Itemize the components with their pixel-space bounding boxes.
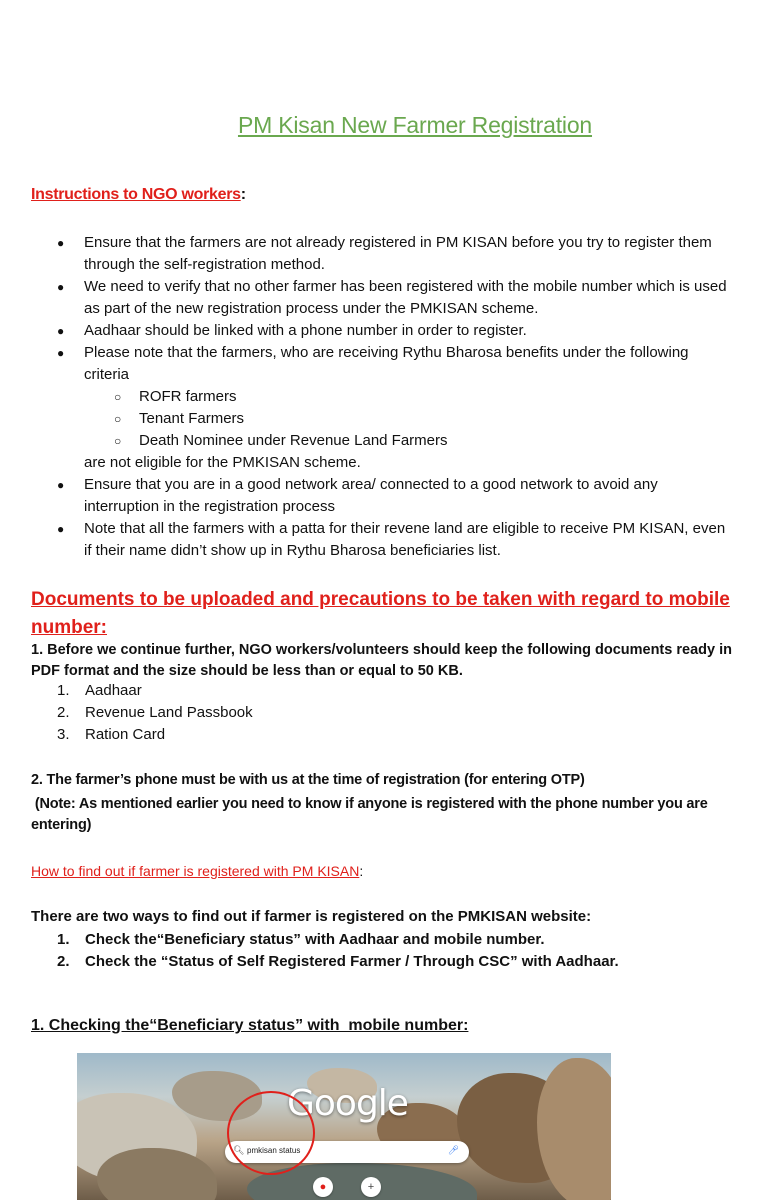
list-number: 1. xyxy=(57,682,70,699)
list-item: ● Ensure that the farmers are not already registered in PM KISAN before you try to register them through the self-registration method. xyxy=(31,232,731,276)
criteria-conclusion: are not eligible for the PMKISAN scheme. xyxy=(84,454,361,471)
find-out-heading-colon: : xyxy=(359,863,364,879)
find-out-list xyxy=(31,929,619,973)
list-text: Ration Card xyxy=(85,726,166,743)
list-text: Check the “Status of Self Registered Farmer / Through CSC” with Aadhaar. xyxy=(85,953,619,970)
sublist-item: ○ ROFR farmers xyxy=(84,386,731,408)
google-logo: Google xyxy=(287,1083,408,1124)
list-text: Aadhaar xyxy=(85,682,142,699)
section-1-heading: 1. Checking the“Beneficiary status” with mobile number: xyxy=(31,1017,469,1034)
instructions-heading xyxy=(31,186,246,204)
list-item xyxy=(31,724,253,746)
documents-list xyxy=(31,680,253,746)
list-number: 2. xyxy=(57,953,70,970)
list-text: Revenue Land Passbook xyxy=(85,704,253,721)
sublist-item: ○ Death Nominee under Revenue Land Farmers xyxy=(84,430,731,452)
shortcut-icon: ● xyxy=(319,1181,327,1193)
documents-heading: Documents to be uploaded and precautions to be taken with regard to mobile number: xyxy=(31,589,730,638)
list-item: ● Aadhaar should be linked with a phone number in order to register. xyxy=(31,320,731,342)
instructions-heading-text: Instructions to NGO workers xyxy=(31,186,241,203)
find-out-heading-text: How to find out if farmer is registered with PM KISAN xyxy=(31,863,360,879)
instructions-heading-colon: : xyxy=(240,186,246,203)
sublist-item: ○ Tenant Farmers xyxy=(84,408,731,430)
list-item xyxy=(31,951,619,973)
search-input[interactable]: pmkisan status xyxy=(247,1146,301,1155)
list-item-text: Please note that the farmers, who are receiving Rythu Bharosa benefits under the following criteria xyxy=(84,344,689,383)
highlight-circle xyxy=(227,1091,315,1175)
mic-icon[interactable]: 🎤︎ xyxy=(447,1145,459,1155)
instructions-list xyxy=(31,232,731,562)
list-number: 3. xyxy=(57,726,70,743)
list-item: ● Ensure that you are in a good network area/ connected to a good network to avoid any interruption in the registration process xyxy=(31,474,731,518)
list-item xyxy=(31,342,731,474)
list-item xyxy=(31,680,253,702)
find-out-intro: There are two ways to find out if farmer is registered on the PMKISAN website: xyxy=(31,908,592,925)
list-item xyxy=(31,929,619,951)
page-title: PM Kisan New Farmer Registration xyxy=(237,112,593,138)
list-number: 2. xyxy=(57,704,70,721)
find-out-heading xyxy=(31,863,363,879)
criteria-sublist xyxy=(84,386,731,452)
list-text: Check the“Beneficiary status” with Aadhaar and mobile number. xyxy=(85,931,545,948)
plus-icon: + xyxy=(367,1181,375,1193)
browser-screenshot-image xyxy=(77,1053,611,1200)
search-icon: 🔍︎ xyxy=(233,1145,245,1155)
add-shortcut-button[interactable] xyxy=(361,1177,381,1197)
documents-point-1: 1. Before we continue further, NGO workers/volunteers should keep the following documents ready in PDF format and the size should be less than or equal to 50 KB. xyxy=(31,642,732,679)
shortcut-tile[interactable] xyxy=(313,1177,333,1197)
list-item: ● We need to verify that no other farmer has been registered with the mobile number which is used as part of the new registration process under the PMKISAN scheme. xyxy=(31,276,731,320)
list-item: ● Note that all the farmers with a patta for their revene land are eligible to receive PM KISAN, even if their name didn’t show up in Rythu Bharosa beneficiaries list. xyxy=(31,518,731,562)
list-number: 1. xyxy=(57,931,70,948)
documents-point-2: 2. The farmer’s phone must be with us at the time of registration (for entering OTP) xyxy=(31,772,585,788)
documents-note: (Note: As mentioned earlier you need to know if anyone is registered with the phone number you are entering) xyxy=(31,796,712,833)
list-item xyxy=(31,702,253,724)
